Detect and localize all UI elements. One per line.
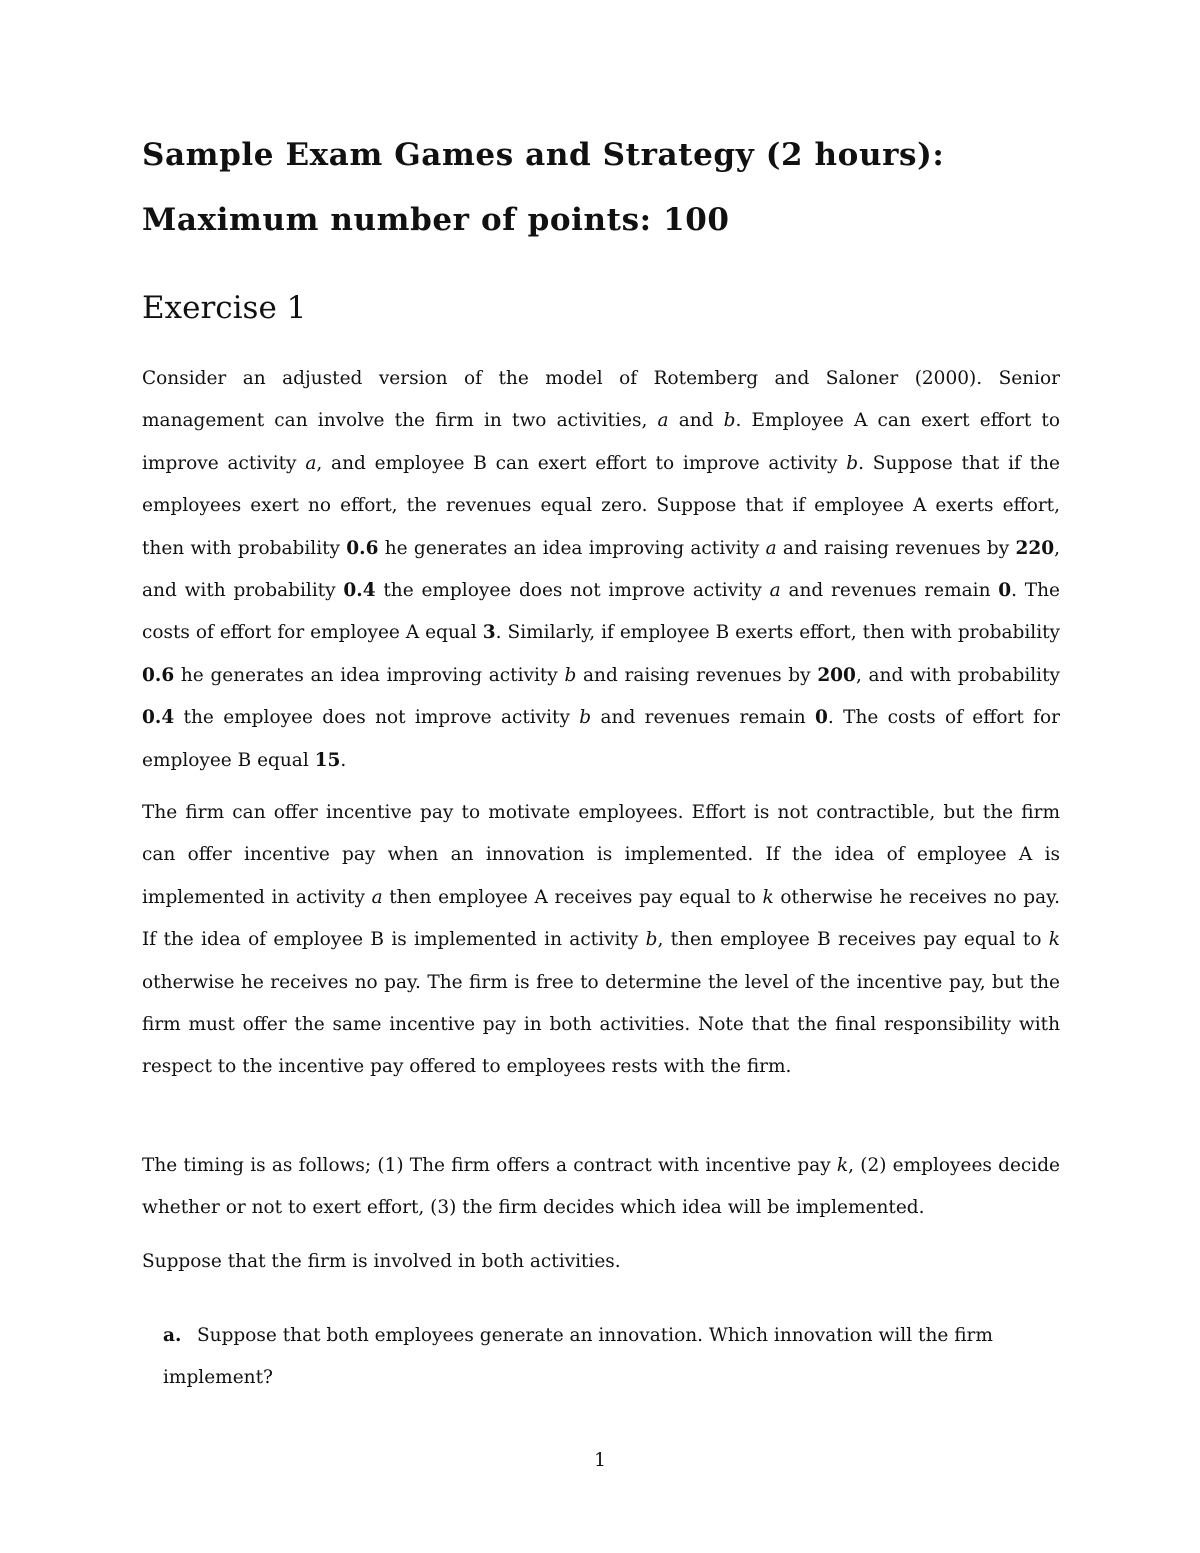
math-variable: b: [579, 707, 592, 729]
question-a-text: Suppose that both employees generate an innovation. Which innovation will the firm implement?: [163, 1325, 993, 1389]
math-variable: k: [762, 886, 774, 908]
exam-title: Sample Exam Games and Strategy (2 hours):: [142, 137, 945, 173]
math-variable: b: [723, 410, 736, 432]
numeric-value: 0.6: [346, 537, 379, 559]
question-a: [163, 1315, 1060, 1400]
math-variable: k: [1048, 929, 1060, 951]
math-variable: a: [765, 537, 777, 559]
math-variable: b: [564, 664, 577, 686]
page-number: 1: [594, 1450, 606, 1471]
exercise-paragraph-3: The timing is as follows; (1) The firm offers a contract with incentive pay k, (2) employees decide whether or not to exert effort, (3) the firm decides which idea will be implemented.: [142, 1155, 1060, 1219]
numeric-value: 0: [998, 580, 1012, 602]
exam-points-subtitle: Maximum number of points: 100: [142, 202, 730, 238]
math-variable: a: [657, 410, 669, 432]
numeric-value: 0.4: [142, 707, 175, 729]
numeric-value: 200: [817, 664, 856, 686]
numeric-value: 0: [815, 707, 828, 729]
math-variable: k: [836, 1155, 849, 1176]
exercise-paragraph-4: Suppose that the firm is involved in both activities.: [142, 1251, 621, 1272]
numeric-value: 3: [482, 622, 496, 644]
exercise-paragraph-1: Consider an adjusted version of the model of Rotemberg and Saloner (2000). Senior management can involve the firm in two activities, a and b. Employee A can exert effort to improve activity a, and employee B can exert effort to improve activity b. Suppose that if the employees exert no effort, the revenues equal zero. Suppose that if employee A exerts effort, then with probability 0.6 he generates an idea improving activity a and raising revenues by 220, and with probability 0.4 the employee does not improve activity a and revenues remain 0. The costs of effort for employee A equal 3. Similarly, if employee B exerts effort, then with probability 0.6 he generates an idea improving activity b and raising revenues by 200, and with probability 0.4 the employee does not improve activity b and revenues remain 0. The costs of effort for employee B equal 15.: [142, 368, 1061, 771]
math-variable: a: [371, 886, 383, 908]
numeric-value: 0.6: [142, 664, 175, 686]
numeric-value: 220: [1015, 537, 1055, 559]
numeric-value: 0.4: [343, 580, 376, 602]
exercise-paragraph-2: The firm can offer incentive pay to motivate employees. Effort is not contractible, but the firm can offer incentive pay when an innovation is implemented. If the idea of employee A is implemented in activity a then employee A receives pay equal to k otherwise he receives no pay. If the idea of employee B is implemented in activity b, then employee B receives pay equal to k otherwise he receives no pay. The firm is free to determine the level of the incentive pay, but the firm must offer the same incentive pay in both activities. Note that the final responsibility with respect to the incentive pay offered to employees rests with the firm.: [142, 802, 1060, 1078]
question-a-label: a.: [163, 1325, 182, 1346]
math-variable: b: [645, 929, 658, 951]
exercise-heading: Exercise 1: [142, 290, 307, 326]
math-variable: b: [846, 452, 859, 474]
math-variable: a: [305, 452, 317, 474]
numeric-value: 15: [314, 749, 341, 771]
math-variable: a: [769, 580, 781, 602]
